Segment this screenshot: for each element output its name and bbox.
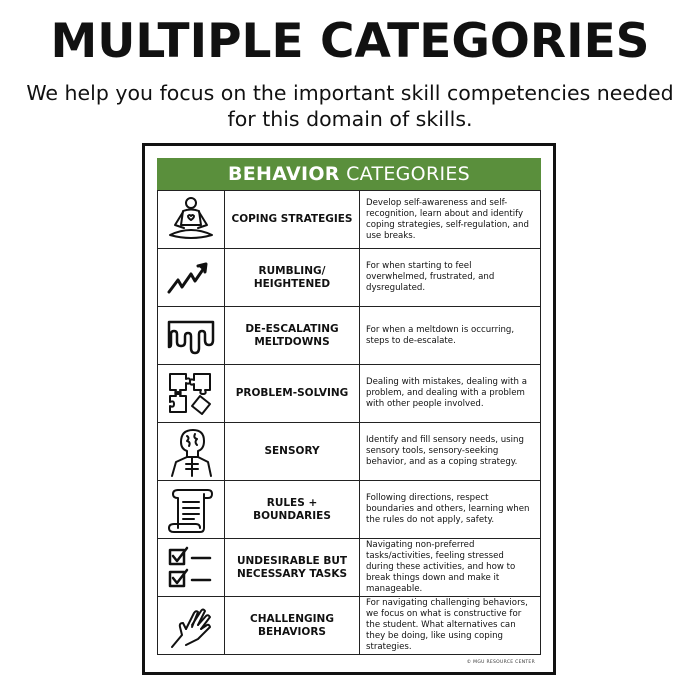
puzzle-icon: [158, 370, 224, 418]
category-description: For when a meltdown is occurring, steps to de-escalate.: [360, 307, 541, 365]
page-headline: MULTIPLE CATEGORIES: [50, 14, 650, 69]
category-description: Navigating non-preferred tasks/activities, feeling stressed during these activities, and how to break things down and make it manageable.: [360, 539, 541, 597]
category-description: Develop self-awareness and self-recognition, learn about and identify coping strategies, self-regulation, and use breaks.: [360, 191, 541, 249]
icon-cell: [158, 191, 225, 249]
category-label: SENSORY: [225, 423, 360, 481]
hand-icon: [158, 601, 224, 651]
icon-cell: [158, 365, 225, 423]
melting-icon: [158, 314, 224, 358]
category-label: UNDESIRABLE BUT NECESSARY TASKS: [225, 539, 360, 597]
category-description: For navigating challenging behaviors, we focus on what is constructive for the student. What alternatives can they be doing, like using coping strategies.: [360, 597, 541, 655]
table-row: [158, 423, 541, 481]
icon-cell: [158, 423, 225, 481]
table-row: [158, 249, 541, 307]
table-row: [158, 481, 541, 539]
icon-cell: [158, 597, 225, 655]
banner-light-text: CATEGORIES: [346, 163, 471, 185]
categories-table: [157, 190, 541, 655]
category-label: DE-ESCALATING MELTDOWNS: [225, 307, 360, 365]
category-label: RULES + BOUNDARIES: [225, 481, 360, 539]
credit-text: © MGU RESOURCE CENTER: [466, 660, 535, 665]
category-label: PROBLEM-SOLVING: [225, 365, 360, 423]
category-description: Identify and fill sensory needs, using sensory tools, sensory-seeking behavior, and as a coping strategy.: [360, 423, 541, 481]
sheet-content: [157, 158, 541, 667]
page-subheading: We help you focus on the important skill competencies needed for this domain of skills.: [26, 81, 674, 131]
table-row: [158, 365, 541, 423]
brain-body-icon: [158, 426, 224, 478]
table-row: [158, 191, 541, 249]
table-row: [158, 307, 541, 365]
sheet-banner: [157, 158, 541, 190]
scroll-icon: [158, 484, 224, 536]
behavior-categories-sheet: [142, 143, 556, 675]
icon-cell: [158, 249, 225, 307]
table-row: [158, 539, 541, 597]
table-row: [158, 597, 541, 655]
category-label: CHALLENGING BEHAVIORS: [225, 597, 360, 655]
meditation-icon: [158, 195, 224, 245]
icon-cell: [158, 539, 225, 597]
category-description: Dealing with mistakes, dealing with a problem, and dealing with a problem with other people involved.: [360, 365, 541, 423]
category-description: For when starting to feel overwhelmed, frustrated, and dysregulated.: [360, 249, 541, 307]
checklist-icon: [158, 544, 224, 592]
category-label: RUMBLING/ HEIGHTENED: [225, 249, 360, 307]
icon-cell: [158, 307, 225, 365]
icon-cell: [158, 481, 225, 539]
category-label: COPING STRATEGIES: [225, 191, 360, 249]
rising-arrow-icon: [158, 256, 224, 300]
category-description: Following directions, respect boundaries and others, learning when the rules do not apply, safety.: [360, 481, 541, 539]
banner-bold-text: BEHAVIOR: [227, 163, 340, 185]
